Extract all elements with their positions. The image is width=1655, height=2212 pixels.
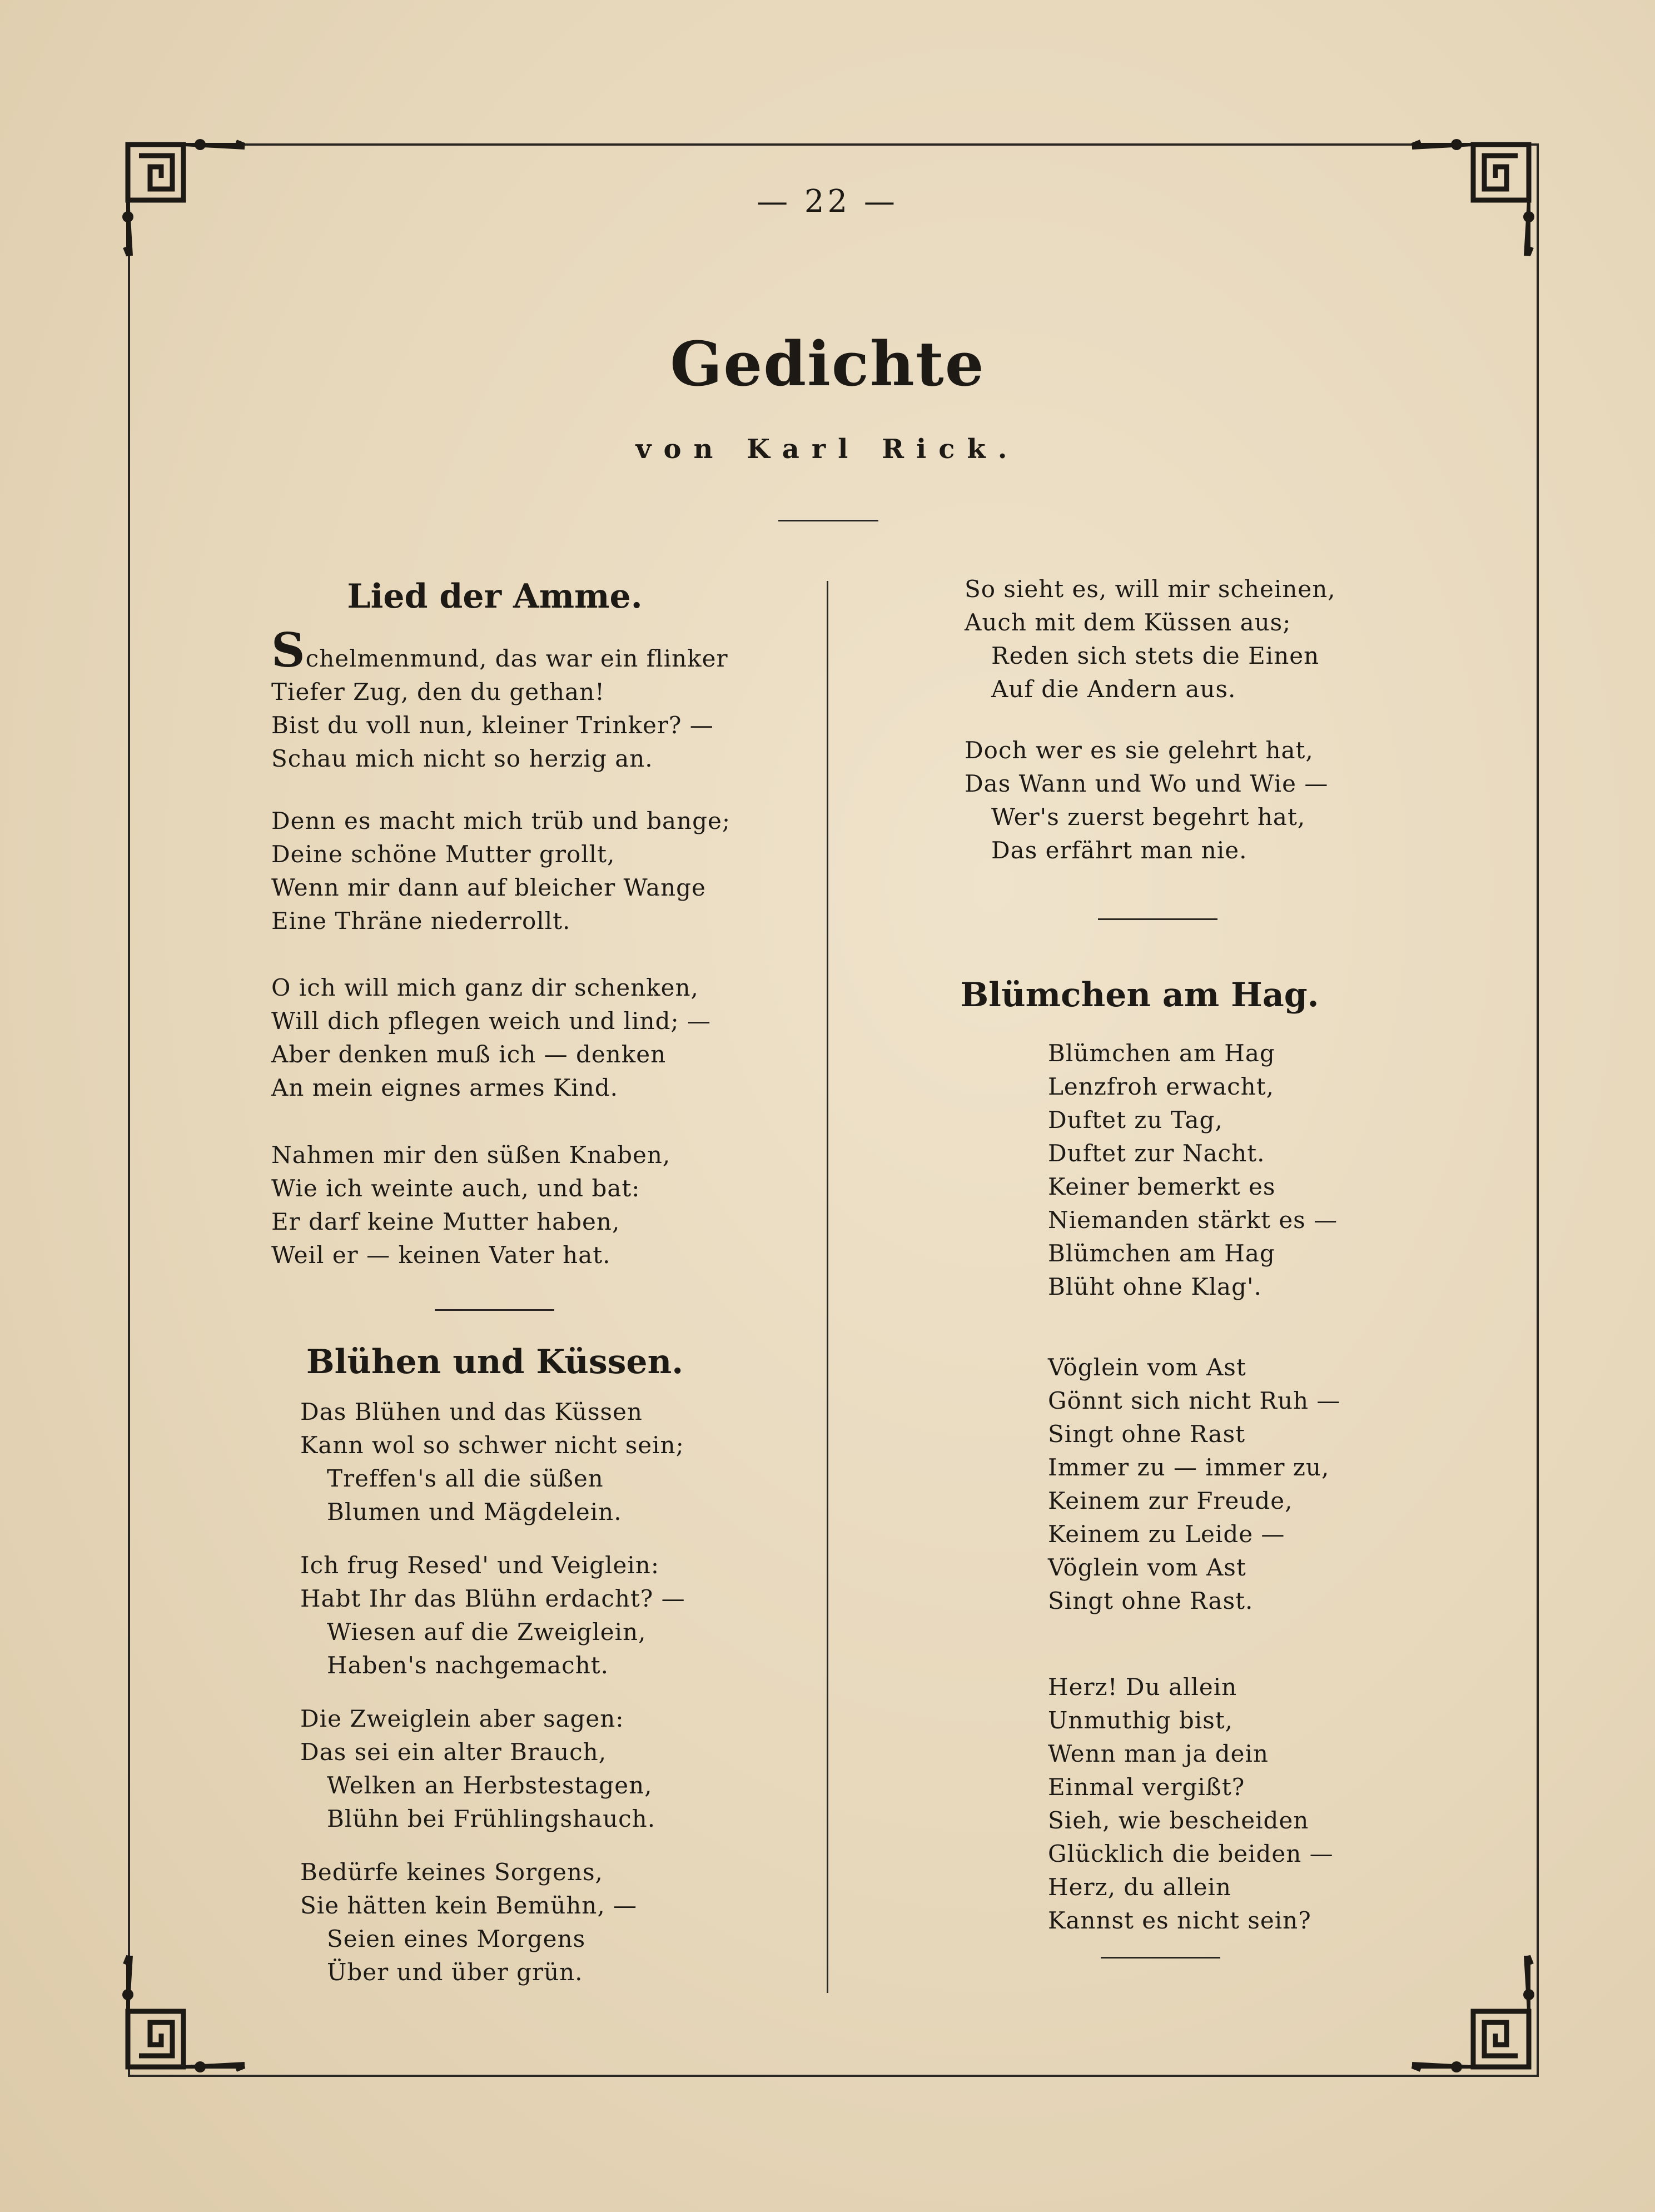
- poem-line: Wie ich weinte auch, und bat:: [271, 1175, 640, 1202]
- poem-title-bluehen: Blühen und Küssen.: [306, 1343, 684, 1381]
- poem-line: Nahmen mir den süßen Knaben,: [271, 1141, 671, 1169]
- poem-line: Keinem zu Leide —: [1048, 1520, 1285, 1548]
- poem-line: Das Blühen und das Küssen: [300, 1398, 643, 1425]
- stanza: [965, 734, 1328, 867]
- poem-line: Auf die Andern aus.: [991, 675, 1236, 703]
- poem-line: Seien eines Morgens: [327, 1925, 586, 1952]
- poem-line: An mein eignes armes Kind.: [271, 1074, 619, 1101]
- poem-line: Haben's nachgemacht.: [327, 1652, 609, 1679]
- poem-line: Wer's zuerst begehrt hat,: [991, 803, 1306, 831]
- initial-letter: S: [271, 623, 306, 678]
- stanza: [271, 623, 728, 776]
- stanza: [965, 573, 1336, 706]
- poem-line: Welken an Herbstestagen,: [327, 1772, 653, 1799]
- stanza: [300, 1702, 655, 1836]
- poem-line: Singt ohne Rast.: [1048, 1587, 1254, 1614]
- poem-line: Herz! Du allein: [1048, 1673, 1237, 1701]
- stanza: [300, 1856, 637, 1989]
- page-title: Gedichte: [670, 328, 985, 400]
- poem-line: Keinem zur Freude,: [1048, 1487, 1293, 1514]
- poem-line: Auch mit dem Küssen aus;: [965, 609, 1291, 636]
- poem-line: Wiesen auf die Zweiglein,: [327, 1618, 647, 1646]
- divider: [1101, 1957, 1220, 1959]
- poem-line: Das sei ein alter Brauch,: [300, 1738, 607, 1766]
- corner-ornament-icon: [1401, 1939, 1540, 2078]
- stanza: [300, 1395, 684, 1529]
- poem-line: Unmuthig bist,: [1048, 1707, 1234, 1734]
- poem-line: Blumen und Mägdelein.: [327, 1498, 622, 1525]
- poem-line: Über und über grün.: [327, 1959, 583, 1986]
- corner-ornament-icon: [117, 1939, 256, 2078]
- poem-line: Wenn man ja dein: [1048, 1740, 1269, 1767]
- poem-line: Denn es macht mich trüb und bange;: [271, 807, 731, 834]
- poem-line: Eine Thräne niederrollt.: [271, 907, 571, 934]
- poem-line: Die Zweiglein aber sagen:: [300, 1705, 624, 1732]
- poem-line: Vöglein vom Ast: [1048, 1354, 1246, 1381]
- poem-line: Treffen's all die süßen: [327, 1465, 604, 1492]
- stanza: [1048, 1351, 1340, 1618]
- poem-line: Blüht ohne Klag'.: [1048, 1273, 1262, 1300]
- divider: [435, 1309, 554, 1311]
- poem-line: Das Wann und Wo und Wie —: [965, 770, 1329, 797]
- poem-line: Ich frug Resed' und Veiglein:: [300, 1552, 659, 1579]
- poem-line: Duftet zu Tag,: [1048, 1106, 1223, 1134]
- poem-line: Deine schöne Mutter grollt,: [271, 841, 615, 868]
- author-line: von Karl Rick.: [635, 434, 1020, 465]
- poem-line: Singt ohne Rast: [1048, 1420, 1246, 1448]
- poem-line: Schau mich nicht so herzig an.: [271, 745, 653, 772]
- poem-line: Einmal vergißt?: [1048, 1773, 1245, 1801]
- poem-line: Sie hätten kein Bemühn, —: [300, 1892, 638, 1919]
- stanza: [300, 1549, 685, 1682]
- poem-line: Das erfährt man nie.: [991, 837, 1248, 864]
- column-divider: [827, 581, 828, 1993]
- poem-line: Blümchen am Hag: [1048, 1040, 1275, 1067]
- poem-line: Blümchen am Hag: [1048, 1240, 1275, 1267]
- poem-line: So sieht es, will mir scheinen,: [965, 575, 1336, 603]
- poem-line-text: chelmenmund, das war ein flinker: [305, 645, 728, 672]
- stanza: [1048, 1037, 1338, 1304]
- poem-line: Doch wer es sie gelehrt hat,: [965, 737, 1314, 764]
- poem-line: Duftet zur Nacht.: [1048, 1140, 1265, 1167]
- poem-line: Herz, du allein: [1048, 1873, 1231, 1901]
- poem-line: Sieh, wie bescheiden: [1048, 1807, 1309, 1834]
- poem-line: Aber denken muß ich — denken: [271, 1041, 667, 1068]
- poem-line: Blühn bei Frühlingshauch.: [327, 1805, 656, 1832]
- poem-title-bluemchen: Blümchen am Hag.: [960, 976, 1319, 1015]
- poem-line: [271, 623, 728, 678]
- poem-line: Bist du voll nun, kleiner Trinker? —: [271, 712, 714, 739]
- poem-line: Vöglein vom Ast: [1048, 1554, 1246, 1581]
- poem-line: Tiefer Zug, den du gethan!: [271, 678, 605, 705]
- stanza: [271, 1139, 670, 1272]
- poem-line: Glücklich die beiden —: [1048, 1840, 1334, 1867]
- divider: [778, 520, 878, 521]
- poem-line: Lenzfroh erwacht,: [1048, 1073, 1274, 1100]
- page-number: — 22 —: [757, 183, 898, 220]
- poem-line: Will dich pflegen weich und lind; —: [271, 1007, 711, 1035]
- poem-line: Niemanden stärkt es —: [1048, 1206, 1338, 1234]
- poem-line: Kannst es nicht sein?: [1048, 1907, 1311, 1934]
- divider: [1098, 918, 1217, 920]
- stanza: [271, 971, 711, 1105]
- poem-line: Wenn mir dann auf bleicher Wange: [271, 874, 706, 901]
- stanza: [271, 804, 730, 938]
- poem-line: Weil er — keinen Vater hat.: [271, 1241, 611, 1269]
- poem-line: Habt Ihr das Blühn erdacht? —: [300, 1585, 685, 1612]
- poem-title-lied: Lied der Amme.: [347, 577, 643, 616]
- poem-line: Reden sich stets die Einen: [991, 642, 1320, 669]
- poem-line: Immer zu — immer zu,: [1048, 1454, 1330, 1481]
- poem-line: Bedürfe keines Sorgens,: [300, 1858, 603, 1886]
- poem-line: Gönnt sich nicht Ruh —: [1048, 1387, 1341, 1414]
- poem-line: Kann wol so schwer nicht sein;: [300, 1431, 684, 1459]
- poem-line: Keiner bemerkt es: [1048, 1173, 1276, 1200]
- poem-line: Er darf keine Mutter haben,: [271, 1208, 620, 1235]
- poem-line: O ich will mich ganz dir schenken,: [271, 974, 699, 1001]
- stanza: [1048, 1671, 1334, 1937]
